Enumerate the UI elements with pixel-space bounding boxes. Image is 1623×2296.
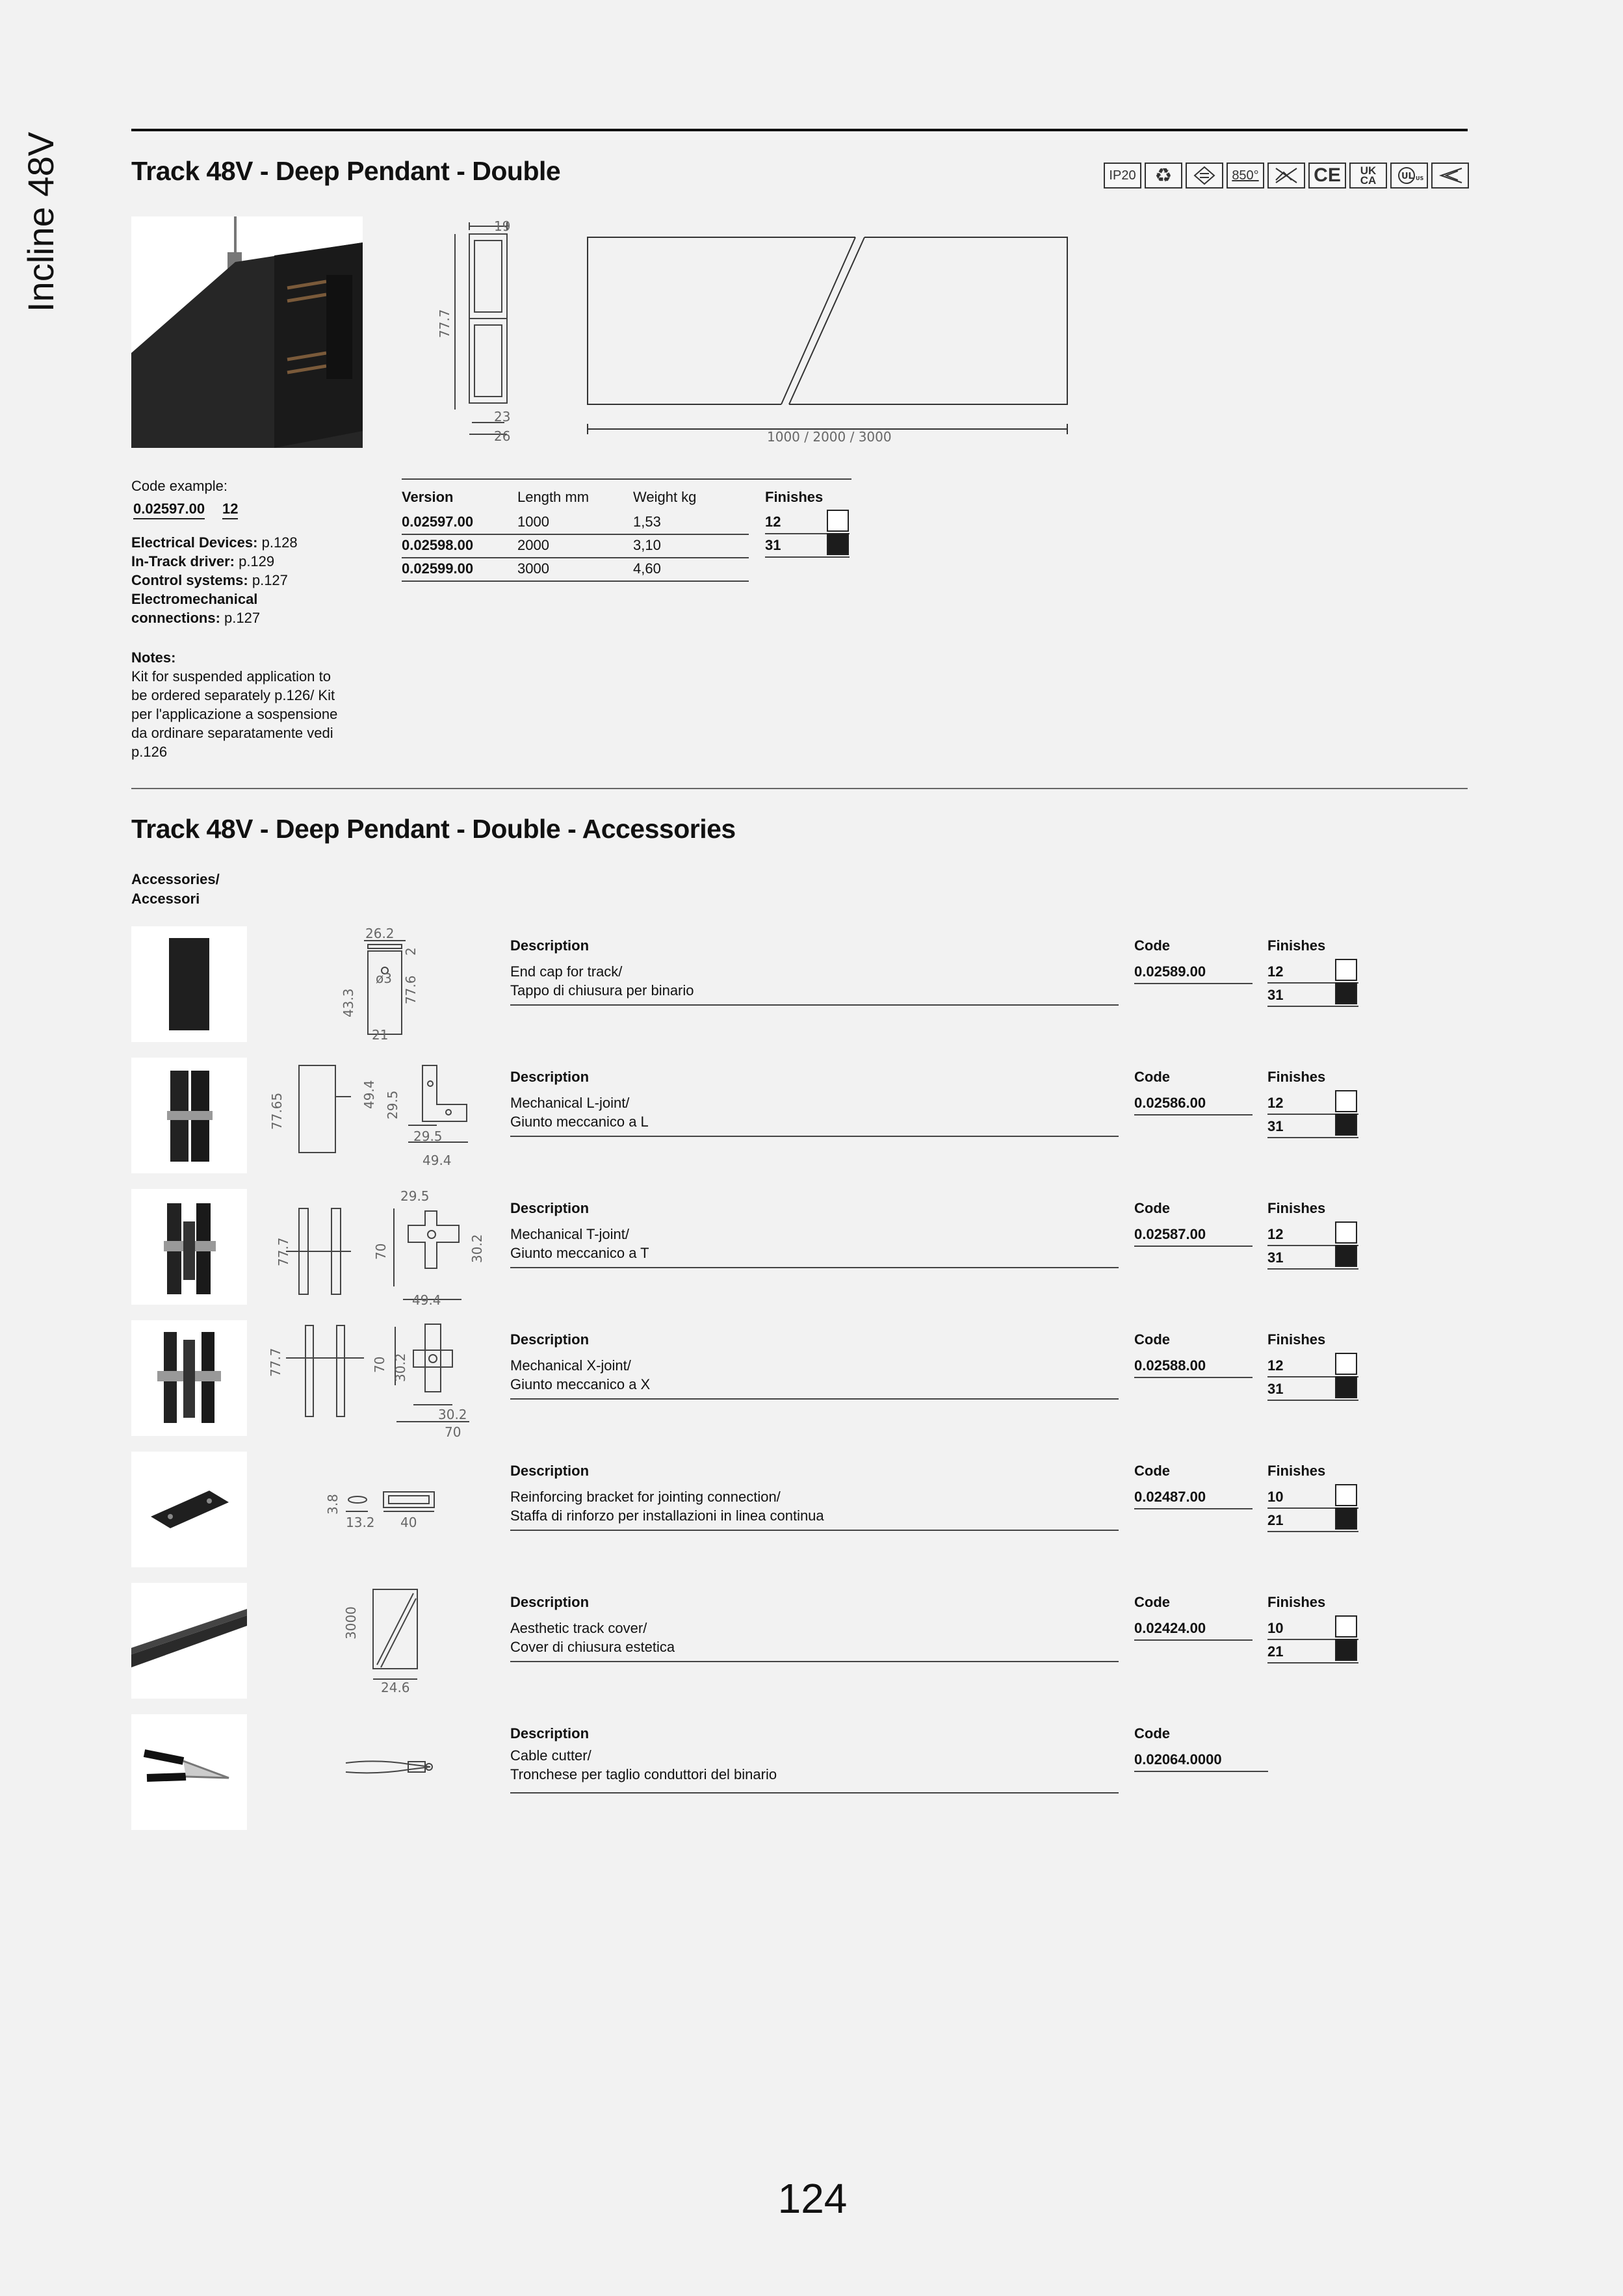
dim: 77.65 [269,1092,285,1130]
accessories-subtitle [131,870,220,909]
row-rule [510,1530,1119,1531]
code-header: Code [1134,937,1170,954]
dim: 49.4 [361,1080,377,1109]
code-header: Code [1134,1725,1170,1742]
finishes-header: Finishes [1267,1200,1326,1216]
side-section-title: Incline 48V [20,131,61,312]
t-joint-photo [131,1189,247,1305]
accessory-code: 0.02487.00 [1134,1489,1206,1505]
row-rule [1134,1639,1253,1641]
row-rule [510,1792,1119,1794]
finish-code: 21 [1267,1643,1284,1660]
dim-height: 77.7 [437,309,452,338]
code-example-code: 0.02597.00 [133,499,205,519]
description-header: Description [510,1594,590,1610]
row-rule [510,1267,1119,1268]
finish-swatch-black [1335,1114,1357,1136]
row-rule [510,1004,1119,1006]
dim: 30.2 [393,1353,408,1382]
accessory-desc: Giunto meccanico a T [510,1245,649,1261]
dim: 21 [372,1027,389,1043]
accessory-desc: Staffa di rinforzo per installazioni in linea continua [510,1507,824,1524]
finish-code: 31 [1267,987,1284,1003]
notes-line: per l'applicazione a sospensione [131,706,338,722]
row-rule [510,1398,1119,1400]
dim: 26.2 [365,926,395,941]
dim: 49.4 [422,1153,452,1168]
row-version: 0.02597.00 [402,514,474,530]
row-rule [402,534,749,535]
link-control-systems[interactable]: Control systems: p.127 [131,572,288,588]
row-rule [1267,1137,1358,1138]
row-rule [1267,1531,1358,1532]
notes-line: Kit for suspended application to [131,668,331,685]
row-rule [510,1136,1119,1137]
temperature-850-icon: 850° [1227,163,1264,189]
ce-icon: CE [1308,163,1346,189]
dim: 70 [373,1243,389,1260]
row-rule [1134,1377,1253,1378]
flammability-icon [1431,163,1469,189]
row-rule [1267,1268,1358,1270]
dim: 13.2 [346,1515,375,1530]
accessory-desc: Tappo di chiusura per binario [510,982,694,998]
row-weight: 4,60 [633,560,661,577]
cable-cutter-drawing [338,1749,448,1788]
accessory-desc: Reinforcing bracket for jointing connection/ [510,1489,781,1505]
dim: 30.2 [469,1234,485,1263]
dim: 77.7 [268,1348,283,1377]
dim: 49.4 [412,1292,441,1308]
code-header: Code [1134,1200,1170,1216]
related-links [131,533,298,627]
finish-swatch-white [827,510,849,532]
header-length: Length mm [517,489,590,505]
finish-code: 31 [1267,1381,1284,1397]
description-header: Description [510,1069,590,1085]
accessory-code: 0.02587.00 [1134,1226,1206,1242]
accessories-subtitle-line: Accessori [131,891,200,907]
l-joint-photo [131,1058,247,1173]
link-connections[interactable]: connections: p.127 [131,610,261,626]
accessory-desc: Giunto meccanico a X [510,1376,651,1392]
accessory-desc: Cable cutter/ [510,1747,591,1764]
description-header: Description [510,937,590,954]
finish-swatch-white [1335,959,1357,981]
dim: 29.5 [413,1128,443,1144]
accessory-desc: Tronchese per taglio conduttori del binario [510,1766,777,1782]
accessory-desc: End cap for track/ [510,963,623,980]
finish-swatch-white [1335,1221,1357,1244]
table-top-rule [402,478,851,480]
dim: 30.2 [438,1407,467,1422]
link-in-track-driver[interactable]: In-Track driver: p.129 [131,553,275,569]
page-number: 124 [777,2175,848,2222]
code-header: Code [1134,1069,1170,1085]
dim: 29.5 [400,1188,430,1204]
row-rule [1267,1662,1358,1663]
finishes-header: Finishes [1267,1331,1326,1348]
finish-code: 12 [1267,1095,1284,1111]
svg-text:US: US [1416,176,1424,181]
accessories-subtitle-line: Accessories/ [131,871,220,887]
row-length: 3000 [517,560,549,577]
code-header: Code [1134,1594,1170,1610]
code-header: Code [1134,1463,1170,1479]
row-rule [1134,983,1253,984]
cover-photo [131,1583,247,1699]
description-header: Description [510,1725,590,1742]
row-weight: 3,10 [633,537,661,553]
row-rule [1134,1114,1253,1115]
dim: 70 [445,1424,461,1440]
length-drawing [585,234,1069,442]
finish-swatch-white [1335,1090,1357,1112]
bracket-drawing [312,1452,461,1530]
finish-swatch-white [1335,1615,1357,1637]
accessories-title: Track 48V - Deep Pendant - Double - Accessories [131,814,736,844]
finishes-header: Finishes [1267,1594,1326,1610]
notes-line: p.126 [131,744,168,760]
header-weight: Weight kg [633,489,697,505]
row-version: 0.02598.00 [402,537,474,553]
driver-icon [1186,163,1223,189]
row-rule [402,557,749,558]
row-rule [765,556,850,558]
dim: 77.6 [403,975,419,1004]
row-rule [1134,1246,1253,1247]
ukca-icon: UK CA [1349,163,1387,189]
accessory-code: 0.02589.00 [1134,963,1206,980]
accessory-code: 0.02424.00 [1134,1620,1206,1636]
endcap-photo [131,926,247,1042]
dim-top-width: 19 [494,218,511,234]
dim: 3000 [343,1606,359,1639]
header-version: Version [402,489,454,505]
finish-code: 10 [1267,1489,1284,1505]
finish-code: 12 [1267,1226,1284,1242]
dim: 43.3 [341,988,356,1017]
row-rule [1267,1400,1358,1401]
no-insulation-icon [1267,163,1305,189]
finish-code: 31 [1267,1118,1284,1134]
row-rule [1267,1006,1358,1007]
top-rule [131,129,1468,131]
row-rule [402,581,749,582]
row-rule [510,1661,1119,1662]
finishes-header: Finishes [1267,1463,1326,1479]
notes-line: da ordinare separatamente vedi [131,725,333,741]
notes-label: Notes: [131,649,176,666]
finish-code: 21 [1267,1512,1284,1528]
description-header: Description [510,1200,590,1216]
ul-icon [1390,163,1428,189]
finishes-header: Finishes [1267,1069,1326,1085]
finish-swatch-black [827,533,849,555]
accessory-desc: Cover di chiusura estetica [510,1639,675,1655]
recycle-icon: ♻ [1145,163,1182,189]
finish-code: 12 [1267,963,1284,980]
dim-outer-width: 26 [494,428,511,444]
row-length: 1000 [517,514,549,530]
dim-inner-width: 23 [494,409,511,424]
link-electromechanical[interactable]: Electromechanical [131,591,258,607]
dim: 2 [403,947,419,956]
ip20-icon: IP20 [1104,163,1141,189]
dim: 3.8 [325,1494,341,1515]
finish-swatch-black [1335,1376,1357,1398]
finish-swatch-black [1335,1507,1357,1530]
accessory-desc: Mechanical T-joint/ [510,1226,630,1242]
finish-swatch-black [1335,1245,1357,1267]
dim: 70 [372,1356,387,1373]
finish-code: 31 [765,537,781,553]
link-electrical-devices[interactable]: Electrical Devices: p.128 [131,534,298,551]
header-finishes: Finishes [765,489,824,505]
accessory-code: 0.02064.0000 [1134,1751,1222,1768]
finishes-header: Finishes [1267,937,1326,954]
dim-length: 1000 / 2000 / 3000 [767,429,892,445]
dim: ø3 [376,971,392,986]
cable-cutter-photo [131,1714,247,1830]
row-weight: 1,53 [633,514,661,530]
code-example-finish: 12 [222,499,238,519]
accessory-code: 0.02588.00 [1134,1357,1206,1374]
row-rule [1134,1508,1253,1509]
dim: 24.6 [381,1680,410,1695]
code-header: Code [1134,1331,1170,1348]
notes-block [131,648,365,761]
x-joint-photo [131,1320,247,1436]
finish-swatch-black [1335,982,1357,1004]
notes-line: be ordered separately p.126/ Kit [131,687,335,703]
finish-code: 31 [1267,1249,1284,1266]
accessory-code: 0.02586.00 [1134,1095,1206,1111]
accessory-desc: Mechanical X-joint/ [510,1357,631,1374]
row-rule [1134,1771,1268,1772]
dim: 40 [400,1515,417,1530]
accessory-desc: Giunto meccanico a L [510,1114,649,1130]
description-header: Description [510,1331,590,1348]
finish-swatch-white [1335,1353,1357,1375]
finish-code: 10 [1267,1620,1284,1636]
description-header: Description [510,1463,590,1479]
code-example-label: Code example: [131,478,227,494]
finish-swatch-white [1335,1484,1357,1506]
finish-code: 12 [1267,1357,1284,1374]
accessory-desc: Mechanical L-joint/ [510,1095,630,1111]
row-length: 2000 [517,537,549,553]
product-photo [131,216,363,448]
dim: 77.7 [276,1237,291,1266]
row-version: 0.02599.00 [402,560,474,577]
product-title: Track 48V - Deep Pendant - Double [131,156,561,186]
dim: 29.5 [385,1090,400,1119]
finish-code: 12 [765,514,781,530]
bracket-photo [131,1452,247,1567]
svg-text:UL: UL [1401,172,1414,181]
finish-swatch-black [1335,1639,1357,1661]
section-divider [131,788,1468,789]
accessory-desc: Aesthetic track cover/ [510,1620,647,1636]
